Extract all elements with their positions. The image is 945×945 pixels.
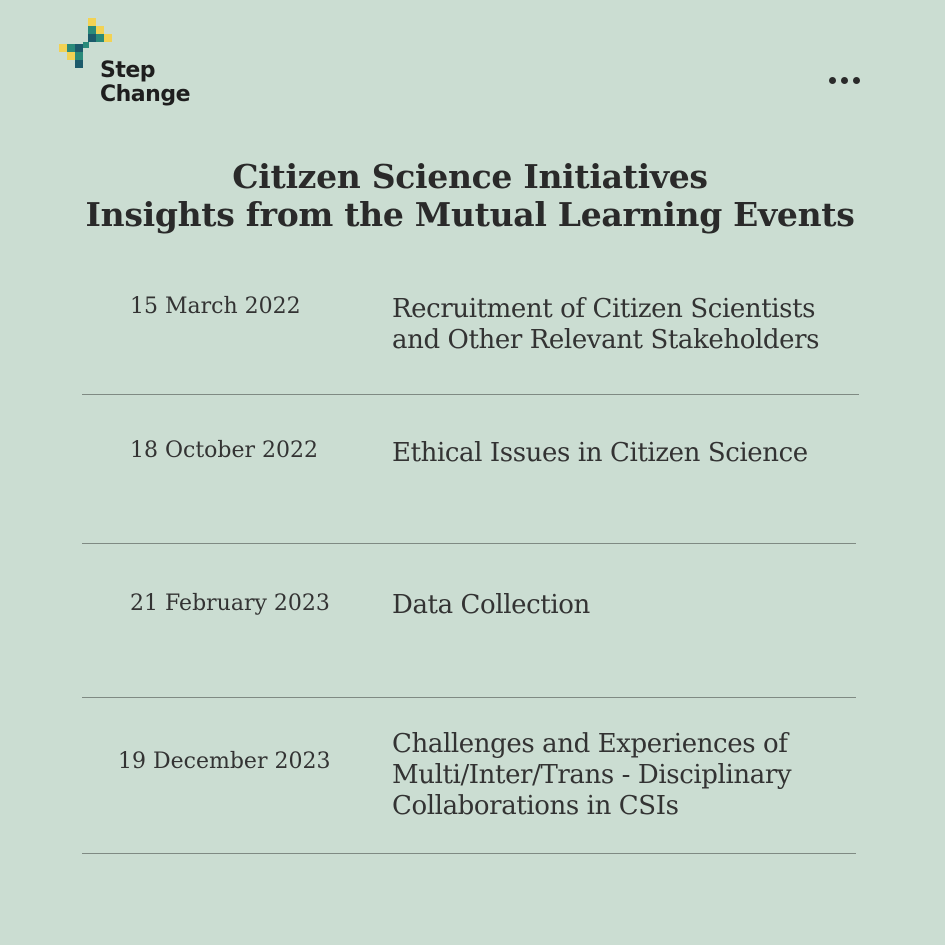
divider [82,853,856,854]
event-topic-line: Recruitment of Citizen Scientists [392,294,816,324]
event-topic-line: Challenges and Experiences of [392,729,788,759]
event-topic-line: Multi/Inter/Trans - Disciplinary [392,760,792,790]
page-title-line2: Insights from the Mutual Learning Events [85,195,855,234]
divider [82,394,859,395]
event-topic [392,729,791,822]
divider [82,697,856,698]
more-options-button[interactable] [829,74,863,86]
more-horizontal-icon [853,77,860,84]
page-title-line1: Citizen Science Initiatives [232,157,708,196]
more-horizontal-icon [841,77,848,84]
event-topic-line: Collaborations in CSIs [392,791,679,821]
event-date: 19 December 2023 [118,749,331,774]
event-topic-line: Ethical Issues in Citizen Science [392,438,808,468]
logo-text-step: Step [100,58,156,83]
event-topic [392,294,819,356]
logo-wordmark [100,59,190,107]
event-topic [392,590,590,621]
event-date: 15 March 2022 [130,294,301,319]
event-date: 18 October 2022 [130,438,319,463]
more-horizontal-icon [829,77,836,84]
event-date: 21 February 2023 [130,591,330,616]
page-title [0,158,940,234]
event-topic [392,438,808,469]
divider [82,543,856,544]
event-topic-line: and Other Relevant Stakeholders [392,325,820,355]
event-topic-line: Data Collection [392,590,590,620]
step-change-logo [56,16,216,116]
logo-text-change: Change [100,82,190,107]
